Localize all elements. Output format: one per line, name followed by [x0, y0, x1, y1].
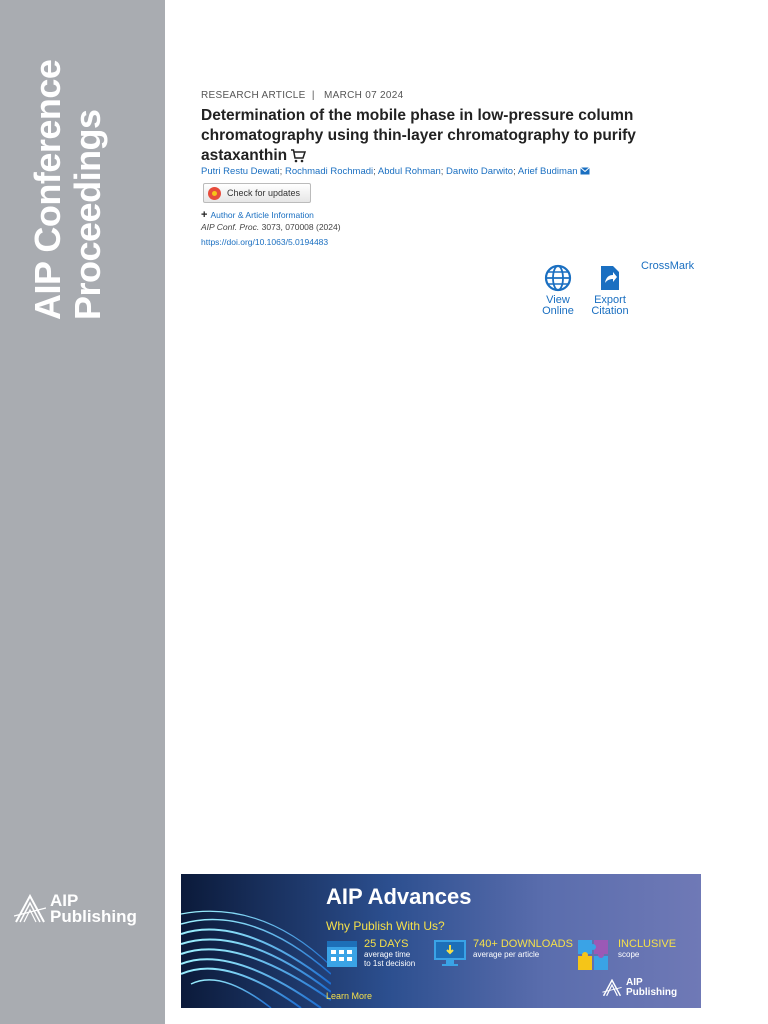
puzzle-icon [576, 938, 612, 972]
author-separator: ; [373, 166, 376, 177]
author-link[interactable]: Arief Budiman [517, 166, 578, 177]
ad-publisher-logo [602, 978, 677, 998]
author-list [201, 166, 590, 177]
stat-days-desc2: to 1st decision [364, 959, 416, 968]
stat-downloads-desc1: average per article [473, 950, 540, 959]
export-citation-line1: Export [594, 294, 626, 306]
ad-title: AIP Advances [326, 884, 472, 909]
journal-title [28, 20, 108, 320]
author-link[interactable]: Abdul Rohman [377, 166, 441, 177]
export-icon [598, 264, 622, 292]
ad-subtitle: Why Publish With Us? [326, 919, 445, 933]
article-title [201, 106, 701, 166]
author-link[interactable]: Putri Restu Dewati [201, 166, 280, 177]
ad-logo-line1: AIP [626, 977, 643, 988]
check-for-updates-label: Check for updates [227, 188, 301, 198]
doi-link[interactable]: https://doi.org/10.1063/5.0194483 [201, 237, 329, 247]
author-separator: ; [513, 166, 516, 177]
monitor-icon [433, 938, 467, 968]
view-online-line1: View [546, 294, 570, 306]
ad-logo-line2: Publishing [626, 987, 678, 998]
plus-icon: + [201, 209, 208, 221]
author-link[interactable]: Rochmadi Rochmadi [284, 166, 374, 177]
calendar-icon [326, 938, 358, 968]
author-info-label: Author & Article Information [210, 210, 314, 220]
stat-inclusive-value: INCLUSIVE [618, 938, 677, 950]
publisher-line2: Publishing [50, 907, 137, 926]
stat-inclusive-desc1: scope [618, 950, 640, 959]
aip-logo-icon [602, 979, 622, 997]
publisher-line1: AIP [50, 891, 79, 910]
publisher-logo [14, 893, 137, 925]
citation [201, 222, 341, 232]
aip-logo-icon [14, 894, 46, 924]
sidebar [0, 0, 165, 1024]
journal-title-line2: Proceedings [67, 109, 108, 320]
aip-advances-ad[interactable] [181, 874, 701, 1008]
email-icon[interactable] [580, 167, 590, 175]
export-citation-line2: Citation [591, 305, 629, 317]
article-meta [201, 90, 403, 101]
journal-title-line1: AIP Conference [27, 59, 68, 320]
crossmark-link[interactable]: CrossMark [641, 260, 695, 272]
crossmark-badge-icon [208, 187, 221, 200]
author-separator: ; [279, 166, 283, 177]
stat-downloads [433, 938, 573, 968]
citation-journal: AIP Conf. Proc. [201, 222, 260, 232]
stat-inclusive [576, 938, 676, 972]
view-online-line2: Online [542, 305, 574, 317]
cart-icon[interactable] [290, 149, 306, 163]
stat-days-value: 25 DAYS [364, 938, 409, 950]
learn-more-link[interactable]: Learn More [326, 991, 373, 1001]
article-date: MARCH 07 2024 [323, 90, 404, 101]
article-title-text: Determination of the mobile phase in low-pressure column chromatography using thin-layer chromatography to purify astaxanthin [201, 107, 636, 164]
author-separator: ; [440, 166, 444, 177]
citation-rest: 3073, 070008 (2024) [261, 222, 341, 232]
check-for-updates-button[interactable] [203, 183, 311, 203]
author-info-toggle[interactable] [201, 209, 314, 221]
article-type: RESEARCH ARTICLE [201, 90, 306, 101]
globe-icon [544, 264, 572, 292]
stat-days [326, 938, 415, 968]
stat-days-desc1: average time [364, 950, 411, 959]
stat-downloads-value: 740+ DOWNLOADS [473, 938, 573, 950]
author-link[interactable]: Darwito Darwito [446, 166, 514, 177]
meta-separator: | [311, 90, 315, 101]
export-citation-button[interactable] [582, 264, 638, 317]
view-online-button[interactable] [530, 264, 586, 317]
fiber-optic-graphic [181, 874, 331, 1008]
